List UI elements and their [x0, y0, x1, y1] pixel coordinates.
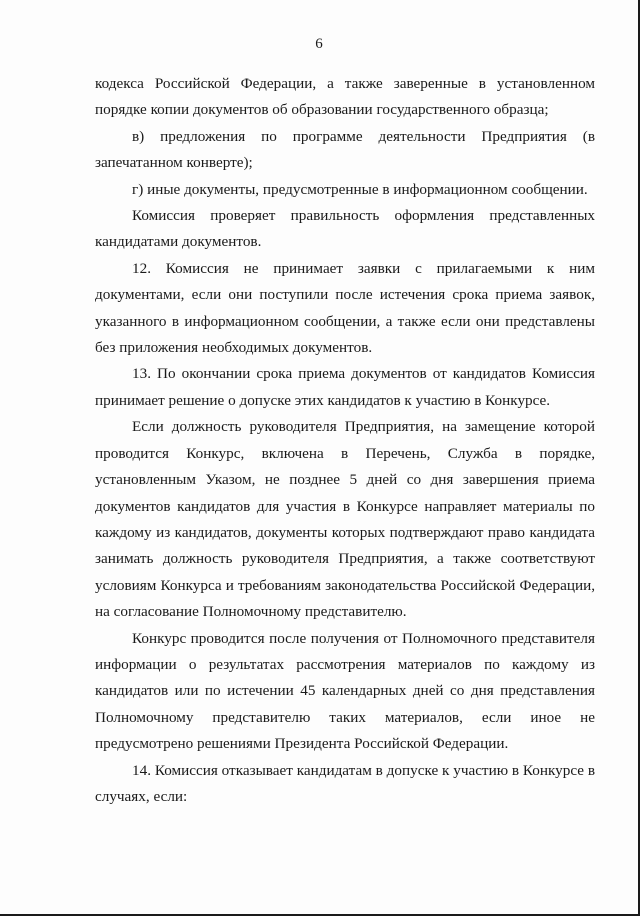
paragraph-position-list: Если должность руководителя Предприятия, на замещение которой проводится Конкурс, включена в Перечень, Служба в порядке, установленным Указом, не позднее 5 дней со дня завершения приема документов кандидатов для участия в Конкурсе направляет материалы по каждому из кандидатов, документы которых подтверждают право кандидата занимать должность руководителя Предприятия, а также соответствуют условиям Конкурса и требованиям законодательства Российской Федерации, на согласование Полномочному представителю. [95, 418, 595, 621]
paragraph-clause-14: 14. Комиссия отказывает кандидатам в допуске к участию в Конкурсе в случаях, если: [95, 761, 595, 805]
paragraph-clause-13: 13. По окончании срока приема документов от кандидатов Комиссия принимает решение о допуске этих кандидатов к участию в Конкурсе. [95, 365, 595, 409]
document-body [95, 71, 595, 810]
paragraph-commission-check: Комиссия проверяет правильность оформления представленных кандидатами документов. [95, 207, 595, 251]
paragraph-clause-12: 12. Комиссия не принимает заявки с прилагаемыми к ним документами, если они поступили после истечения срока приема заявок, указанного в информационном сообщении, а также если они представлены без приложения необходимых документов. [95, 259, 595, 357]
page-number: 6 [315, 36, 323, 52]
paragraph-continuation: кодекса Российской Федерации, а также заверенные в установленном порядке копии документов об образовании государственного образца; [95, 75, 595, 119]
paragraph-item-v: в) предложения по программе деятельности Предприятия (в запечатанном конверте); [95, 127, 595, 172]
paragraph-item-g: г) иные документы, предусмотренные в информационном сообщении. [132, 180, 588, 198]
paragraph-contest-held: Конкурс проводится после получения от Полномочного представителя информации о результатах рассмотрения материалов по каждому из кандидатов или по истечении 45 календарных дней со дня представления Полномочному представителю таких материалов, если иное не предусмотрено решениями Президента Российской Федерации. [95, 629, 595, 753]
